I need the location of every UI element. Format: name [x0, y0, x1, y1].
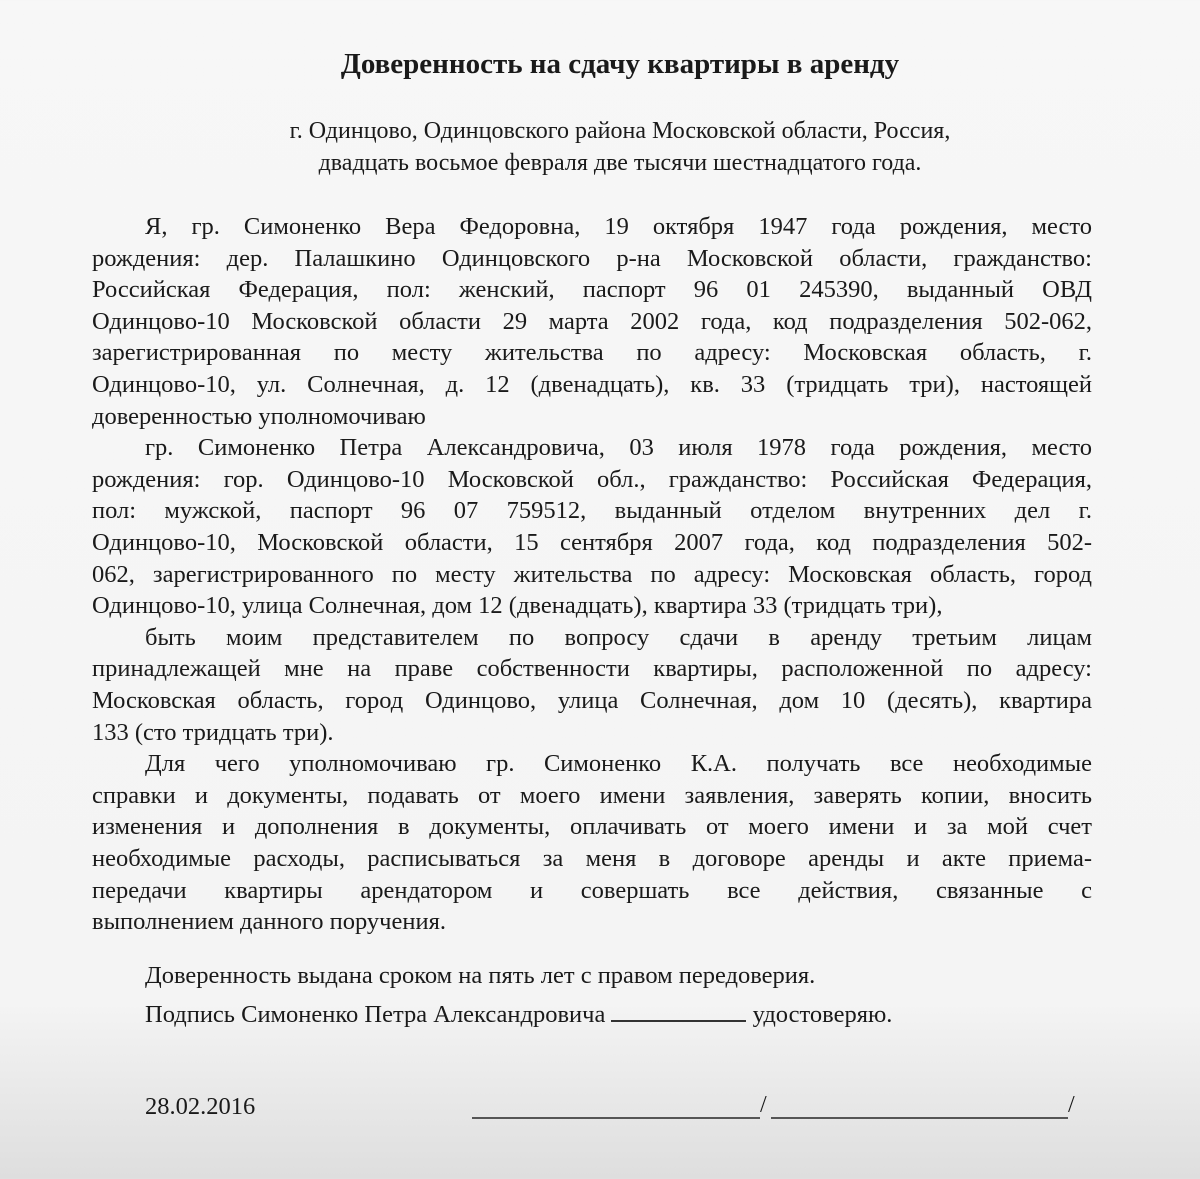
place-line-2: двадцать восьмое февраля две тысячи шестнадцатого года.	[318, 150, 922, 176]
paragraph-4-line: справки и документы, подавать от моего имени заявления, заверять копии, вносить	[92, 781, 1092, 809]
signature-blank-1	[472, 1117, 760, 1119]
paragraph-2-line: гр. Симоненко Петра Александровича, 03 июля 1978 года рождения, место	[145, 434, 1092, 462]
separator-slash-2: /	[1068, 1092, 1075, 1118]
paragraph-1-line: рождения: дер. Палашкино Одинцовского р-на Московской области, гражданство:	[92, 244, 1092, 272]
paragraph-1-line: Я, гр. Симоненко Вера Федоровна, 19 октября 1947 года рождения, место	[145, 213, 1092, 240]
paragraph-2-line: пол: мужской, паспорт 96 07 759512, выданный отделом внутренних дел г.	[92, 497, 1092, 525]
paragraph-2-line: Одинцово-10, улица Солнечная, дом 12 (двенадцать), квартира 33 (тридцать три),	[92, 592, 943, 620]
separator-slash-1: /	[760, 1092, 767, 1118]
signature-text: Подпись Симоненко Петра Александровича	[145, 1001, 606, 1028]
signature-certify: удостоверяю.	[752, 1001, 893, 1028]
paragraph-1-line: доверенностью уполномочиваю	[92, 402, 426, 430]
document-date: 28.02.2016	[145, 1093, 256, 1120]
paragraph-4-line: выполнением данного поручения.	[92, 908, 446, 936]
paragraph-1-line: Одинцово-10 Московской области 29 марта 2002 года, код подразделения 502-062,	[92, 307, 1092, 335]
paragraph-2-line: рождения: гор. Одинцово-10 Московской обл., гражданство: Российская Федерация,	[92, 465, 1092, 493]
paragraph-1-line: Российская Федерация, пол: женский, паспорт 96 01 245390, выданный ОВД	[92, 276, 1092, 304]
place-line-1: г. Одинцово, Одинцовского района Московской области, Россия,	[289, 118, 951, 144]
paragraph-3-line: быть моим представителем по вопросу сдачи в аренду третьим лицам	[145, 623, 1092, 651]
paragraph-3-line: 133 (сто тридцать три).	[92, 718, 334, 746]
term-text: Доверенность выдана сроком на пять лет с правом передоверия.	[145, 962, 816, 989]
paragraph-3-line: Московская область, город Одинцово, улица Солнечная, дом 10 (десять), квартира	[92, 687, 1092, 714]
signature-blank-2	[771, 1117, 1068, 1119]
signature-line	[145, 998, 892, 1029]
paragraph-1-line: зарегистрированная по месту жительства по адресу: Московская область, г.	[92, 339, 1092, 367]
paragraph-1-line: Одинцово-10, ул. Солнечная, д. 12 (двенадцать), кв. 33 (тридцать три), настоящей	[92, 371, 1092, 398]
paragraph-4-line: передачи квартиры арендатором и совершать все действия, связанные с	[92, 876, 1092, 904]
document-title: Доверенность на сдачу квартиры в аренду	[340, 48, 900, 80]
paragraph-4-line: изменения и дополнения в документы, оплачивать от моего имени и за мой счет	[92, 813, 1092, 841]
paragraph-2-line: 062, зарегистрированного по месту жительства по адресу: Московская область, город	[92, 560, 1092, 588]
paragraph-3-line: принадлежащей мне на праве собственности квартиры, расположенной по адресу:	[92, 655, 1092, 683]
paragraph-4-line: Для чего уполномочиваю гр. Симоненко К.А. получать все необходимые	[145, 750, 1092, 778]
paragraph-4-line: необходимые расходы, расписываться за меня в договоре аренды и акте приема-	[92, 845, 1092, 872]
signature-blank	[611, 998, 746, 1022]
paragraph-2-line: Одинцово-10, Московской области, 15 сентября 2007 года, код подразделения 502-	[92, 529, 1092, 556]
